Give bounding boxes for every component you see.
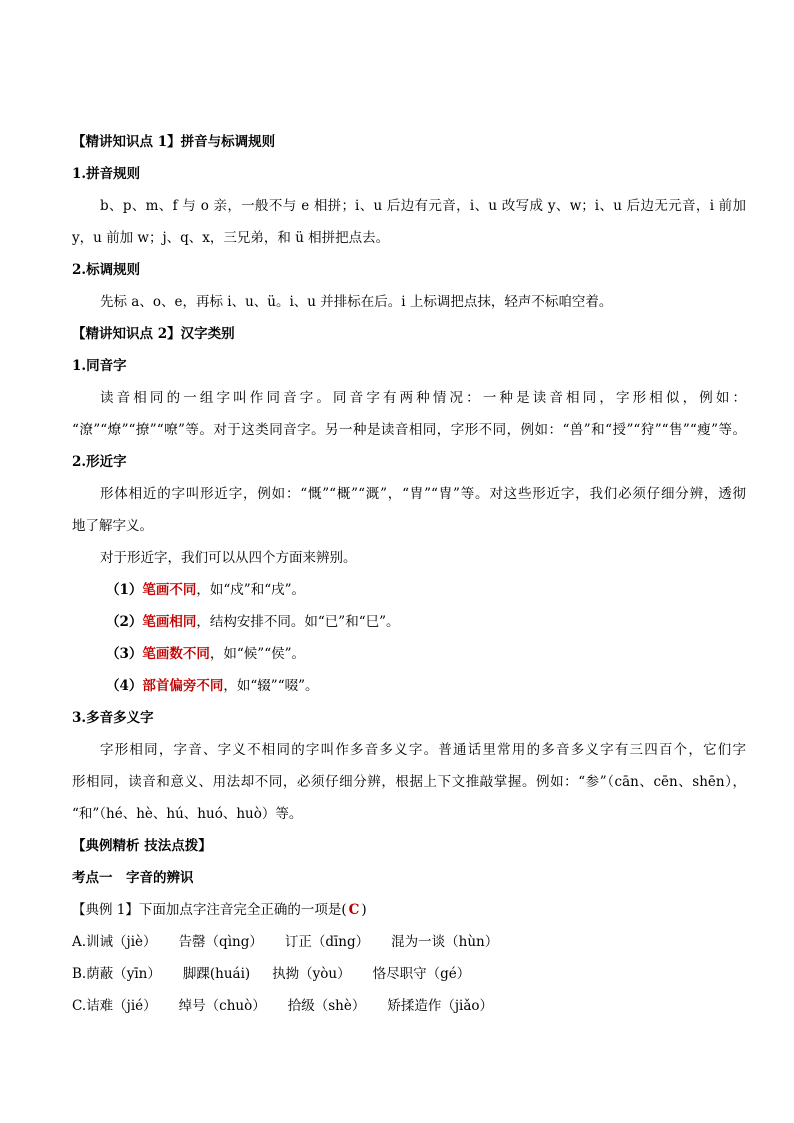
item-keyword: 部首偏旁不同 [142,678,224,694]
similar-item-3 [106,644,746,664]
pinyin-rules-heading: 1.拼音规则 [72,166,141,182]
similar-line-3: 对于形近字，我们可以从四个方面来辨别。 [100,550,357,566]
item-text: ，如“候”“侯”。 [209,646,306,662]
polyphone-line-1: 字形相同，字音、字义不相同的字叫作多音多义字。普通话里常用的多音多义字有三四百个，它们字 [100,742,746,758]
question-text: 【典例 1】下面加点字注音完全正确的一项是( [72,902,347,918]
similar-line-1: 形体相近的字叫形近字，例如：“慨”“概”“溉”，“胄”“冑”等。对这些形近字，我们必须仔细分辨，透彻 [100,486,746,502]
pinyin-rules-line-2: y，u 前加 w；j、q、x，三兄弟，和 ü 相拼把点去。 [72,230,390,246]
option-item: 脚踝(huái) [182,966,251,982]
similar-line-2: 地了解字义。 [72,518,153,534]
item-number: （2） [106,614,143,630]
option-item: 告罄（qìng） [178,934,263,950]
similar-heading: 2.形近字 [72,454,127,470]
item-keyword: 笔画相同 [142,614,197,630]
polyphone-heading: 3.多音多义字 [72,710,154,726]
homophone-line-2: “潦”“燎”“撩”“嘹”等。对于这类同音字。另一种是读音相同，字形不同，例如：“兽”和“授”“狩”“售”“瘦”等。 [72,422,746,438]
section-3-title: 【典例精析 技法点拨】 [72,838,212,854]
item-text: ，结构安排不同。如“已”和“巳”。 [196,614,400,630]
pinyin-rules-line-1: b、p、m、f 与 o 亲，一般不与 e 相拼；i、u 后边有元音，i、u 改写成 y、w；i、u 后边无元音，i 前加 [100,198,746,214]
similar-item-1 [106,580,746,600]
option-item: 混为一谈（hùn） [391,934,499,950]
option-item: 拾级（shè） [287,998,366,1014]
option-item: 矫揉造作（jiǎo） [387,998,494,1014]
tone-rules-heading: 2.标调规则 [72,262,141,278]
example-1-question [72,900,746,920]
option-item: C.诘难（jié） [72,998,157,1014]
option-b [72,964,746,984]
polyphone-line-2: 形相同，读音和意义、用法却不同，必须仔细分辨，根据上下文推敲掌握。例如：“参”（cān、cēn、shēn）， [72,774,746,790]
option-item: 绰号（chuò） [178,998,266,1014]
item-number: （3） [106,646,143,662]
item-text: ，如“辍”“啜”。 [223,678,319,694]
item-keyword: 笔画数不同 [142,646,210,662]
answer-letter: C [348,902,360,918]
option-item: 执拗（yòu） [272,966,351,982]
similar-item-4 [106,676,746,696]
question-close: ) [361,902,367,918]
tone-rules-line-1: 先标 a、o、e，再标 i、u、ü。i、u 并排标在后。i 上标调把点抹，轻声不标咱空着。 [100,294,613,310]
similar-item-2 [106,612,746,632]
option-item: B.荫蔽（yīn） [72,966,161,982]
section-2-title: 【精讲知识点 2】汉字类别 [72,326,235,342]
item-number: （1） [106,582,143,598]
option-item: 订正（dīng） [284,934,370,950]
option-item: A.训诫（jiè） [72,934,157,950]
item-keyword: 笔画不同 [142,582,197,598]
polyphone-line-3: “和”（hé、hè、hú、huó、huò）等。 [72,806,303,822]
option-a [72,932,746,952]
section-1-title: 【精讲知识点 1】拼音与标调规则 [72,134,276,150]
option-item: 恪尽职守（gé） [372,966,471,982]
homophone-line-1: 读音相同的一组字叫作同音字。同音字有两种情况：一种是读音相同，字形相似，例如： [100,390,746,406]
homophone-heading: 1.同音字 [72,358,127,374]
option-c [72,996,746,1016]
item-text: ，如“戍”和“戌”。 [196,582,306,598]
item-number: （4） [106,678,143,694]
exam-point-1: 考点一 字音的辨识 [72,870,194,886]
